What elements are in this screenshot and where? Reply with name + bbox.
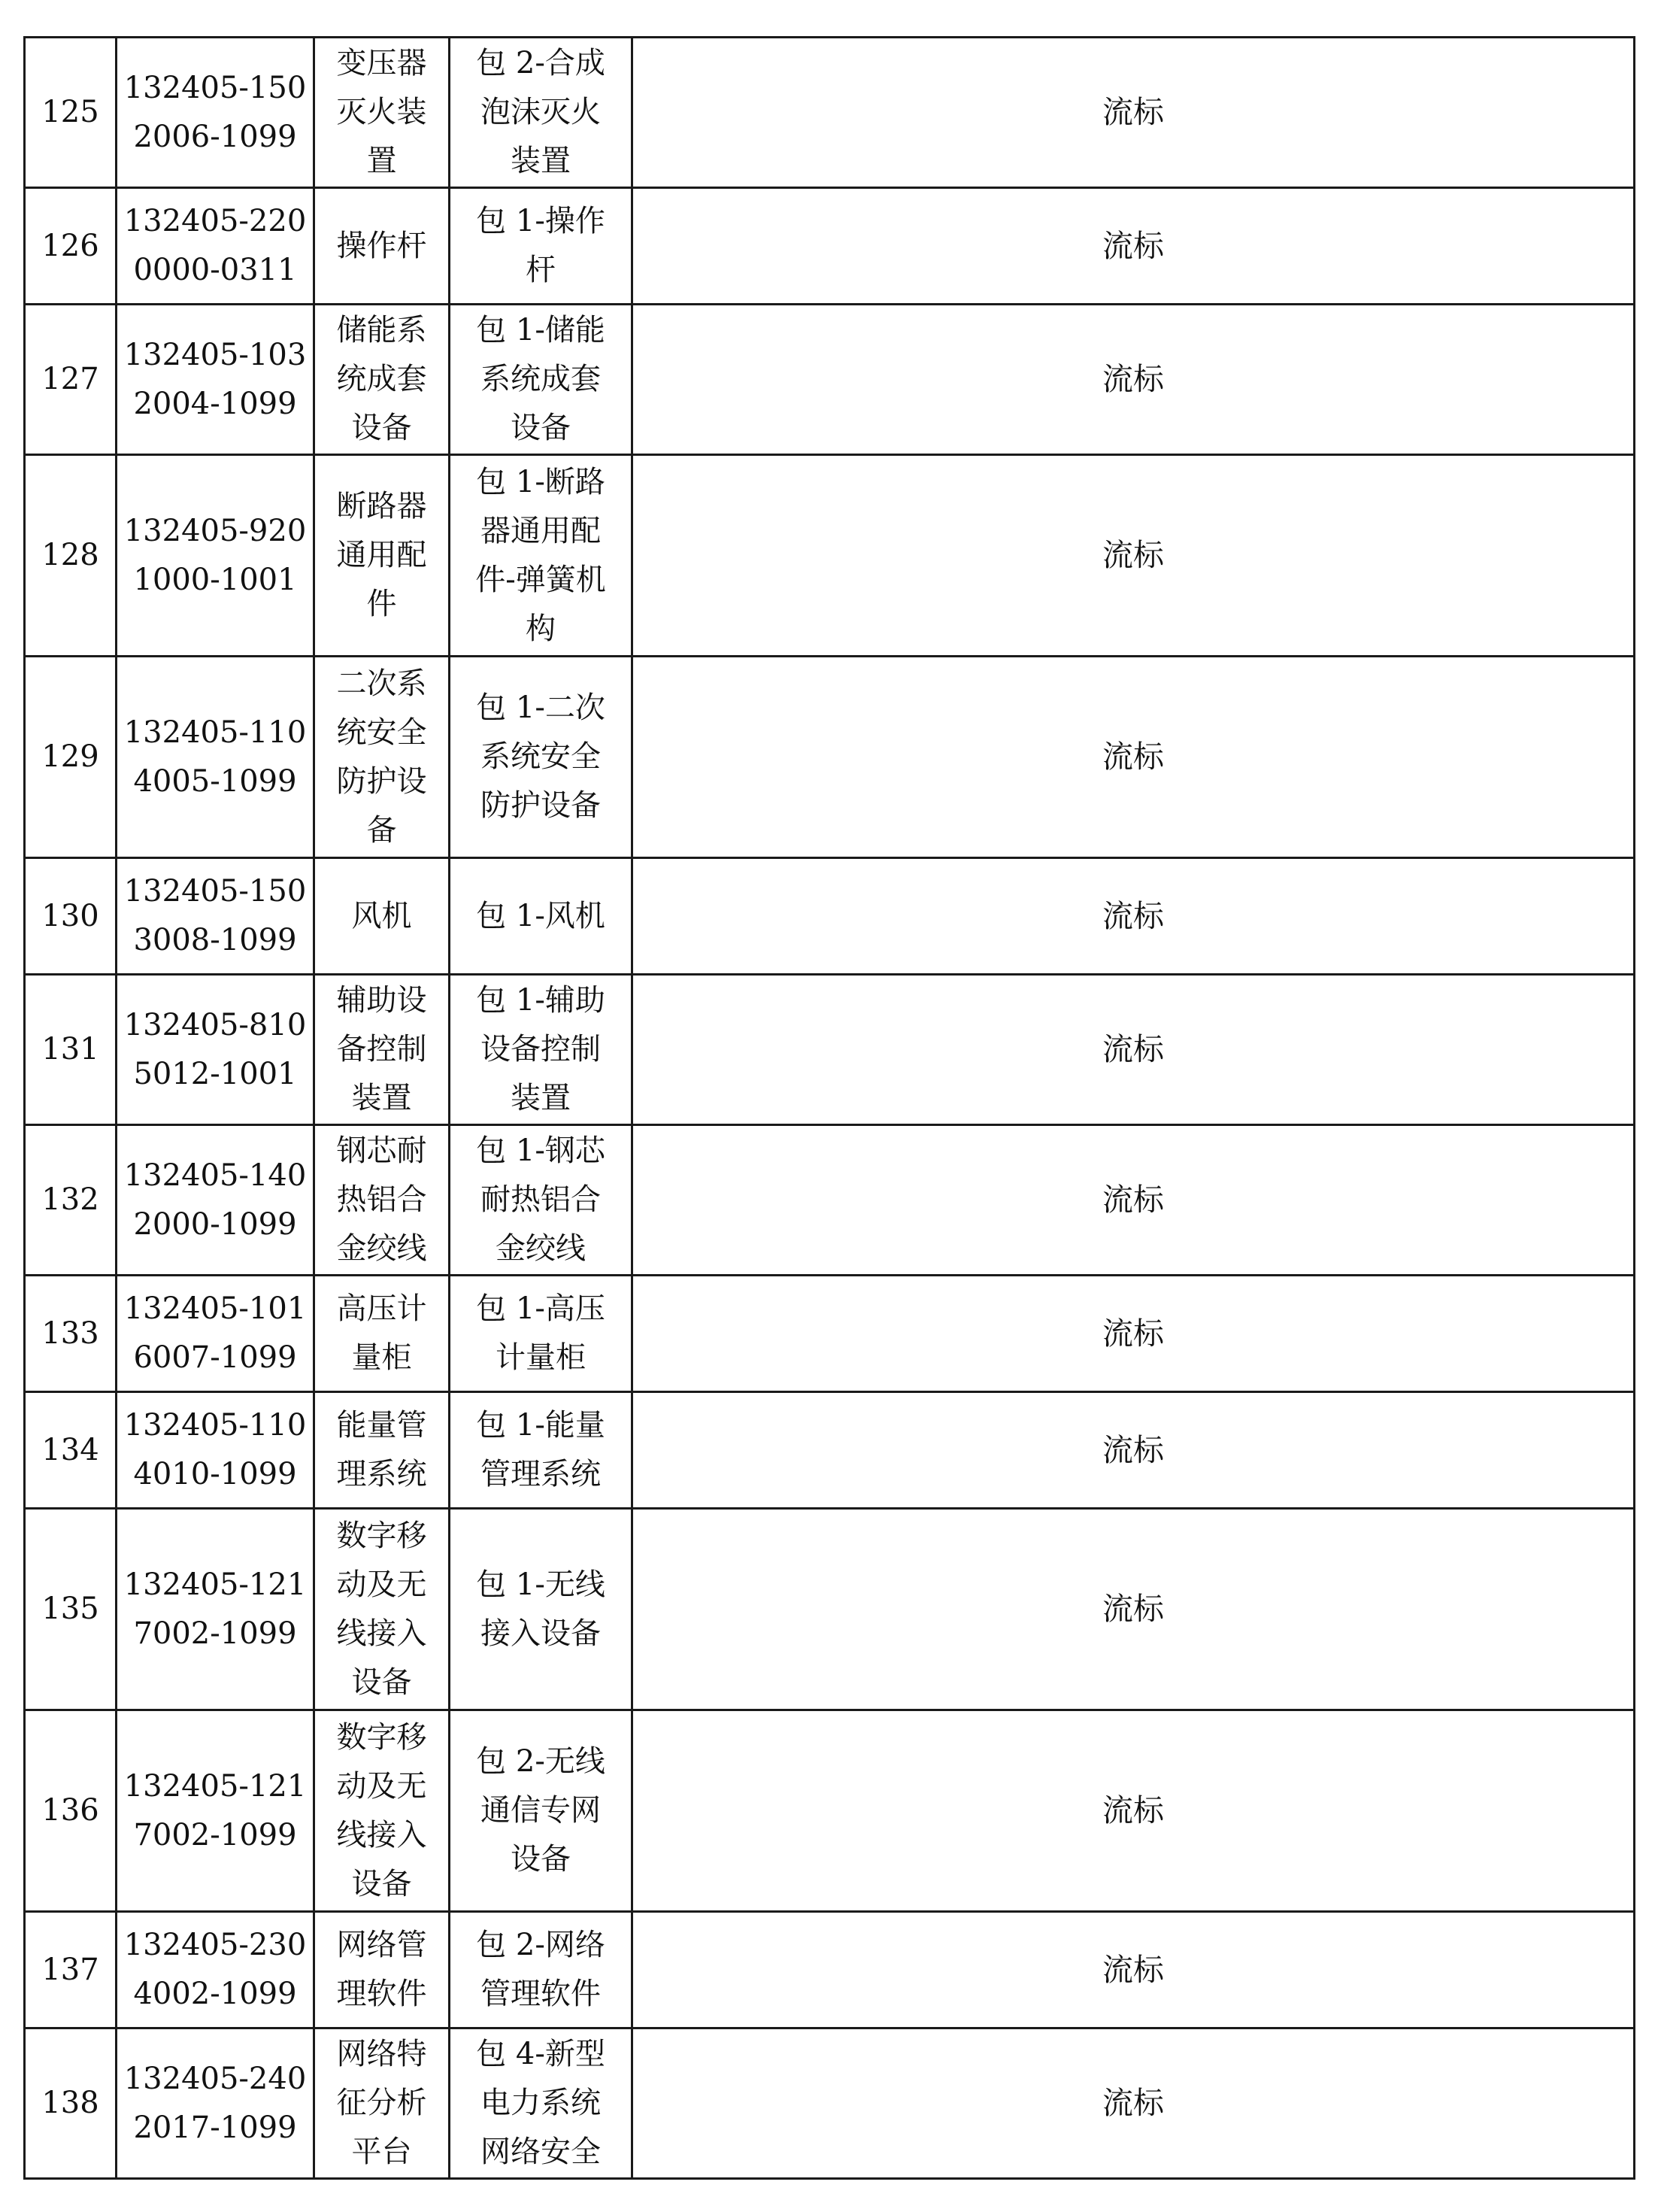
item-name-cell-line: 量柜 [351, 1340, 412, 1375]
bid-result-cell [632, 1509, 1635, 1710]
item-name-cell [314, 975, 450, 1125]
item-code-cell-line: 132405-150 [123, 70, 307, 105]
item-name-cell-line: 线接入 [336, 1616, 427, 1651]
item-code-cell [117, 1125, 314, 1276]
row-number-cell [25, 1509, 117, 1710]
package-name-cell-line: 系统成套 [480, 362, 601, 396]
item-name-cell [314, 657, 450, 858]
row-number-cell [25, 2028, 117, 2179]
row-number-cell-text: 129 [41, 739, 99, 774]
item-code-cell-line: 132405-140 [123, 1158, 307, 1193]
table-row [25, 1912, 1635, 2028]
item-name-cell-line: 二次系 [336, 666, 427, 701]
item-code-cell-line: 132405-220 [123, 204, 307, 238]
package-name-cell-line: 包 2-网络 [476, 1928, 605, 1962]
bid-result-cell-text: 流标 [1102, 897, 1164, 934]
row-number-cell-text: 125 [41, 95, 99, 129]
item-code-cell [117, 858, 314, 975]
bid-result-cell-text: 流标 [1102, 361, 1164, 397]
bid-result-cell-text: 流标 [1102, 1431, 1164, 1468]
item-name-cell-line: 置 [366, 144, 397, 178]
item-code-cell-line: 4005-1099 [133, 763, 297, 799]
package-name-cell-line: 管理系统 [480, 1457, 601, 1491]
package-name-cell-line: 包 1-断路 [476, 464, 605, 499]
row-number-cell [25, 305, 117, 455]
package-name-cell-line: 包 1-风机 [476, 898, 605, 933]
item-name-cell-line: 储能系 [336, 313, 427, 347]
package-name-cell [450, 305, 632, 455]
bid-result-cell [632, 858, 1635, 975]
package-name-cell-line: 包 4-新型 [476, 2037, 605, 2071]
package-name-cell-line: 设备 [511, 411, 571, 445]
item-code-cell-line: 132405-920 [123, 513, 307, 548]
item-code-cell-line: 7002-1099 [133, 1817, 297, 1852]
item-code-cell-line: 132405-150 [123, 874, 307, 909]
item-code-cell-line: 2004-1099 [133, 386, 297, 421]
item-code-cell [117, 1710, 314, 1912]
table-row [25, 188, 1635, 305]
bid-result-cell-text: 流标 [1102, 1792, 1164, 1828]
package-name-cell [450, 1912, 632, 2028]
row-number-cell-text: 137 [41, 1952, 99, 1987]
item-name-cell [314, 455, 450, 657]
row-number-cell [25, 188, 117, 305]
item-name-cell-line: 设备 [351, 1866, 412, 1901]
bid-result-cell [632, 657, 1635, 858]
package-name-cell-line: 装置 [511, 1081, 571, 1115]
item-name-cell-line: 辅助设 [336, 983, 427, 1018]
package-name-cell-line: 泡沫灭火 [480, 95, 601, 129]
package-name-cell-line: 件-弹簧机 [475, 562, 606, 597]
bid-result-cell [632, 2028, 1635, 2179]
package-name-cell-line: 包 1-能量 [476, 1408, 605, 1443]
item-code-cell-line: 4002-1099 [133, 1977, 297, 2011]
table-body [25, 38, 1635, 2179]
bid-result-cell [632, 1392, 1635, 1509]
item-name-cell-line: 金绞线 [336, 1231, 427, 1266]
item-name-cell-line: 理系统 [336, 1457, 427, 1491]
package-name-cell [450, 1710, 632, 1912]
item-name-cell-line: 平台 [351, 2135, 412, 2169]
item-name-cell-line: 数字移 [336, 1719, 427, 1755]
item-name-cell-line: 装置 [351, 1081, 412, 1115]
package-name-cell-line: 管理软件 [480, 1977, 601, 2011]
item-name-cell [314, 38, 450, 188]
row-number-cell [25, 1276, 117, 1392]
table-row [25, 1710, 1635, 1912]
item-name-cell-line: 断路器 [336, 489, 427, 523]
row-number-cell-text: 133 [41, 1315, 99, 1351]
bid-result-cell [632, 975, 1635, 1125]
item-name-cell-line: 理软件 [336, 1977, 427, 2011]
bid-result-cell-text: 流标 [1102, 1951, 1164, 1988]
package-name-cell-line: 通信专网 [480, 1793, 601, 1828]
table-row [25, 305, 1635, 455]
package-name-cell [450, 38, 632, 188]
item-name-cell [314, 1125, 450, 1276]
table-row [25, 657, 1635, 858]
item-code-cell [117, 38, 314, 188]
bid-result-cell [632, 38, 1635, 188]
item-code-cell-line: 0000-0311 [133, 253, 297, 287]
package-name-cell-line: 电力系统 [480, 2086, 601, 2120]
row-number-cell [25, 1125, 117, 1276]
bid-result-cell-text: 流标 [1102, 537, 1164, 573]
item-name-cell-line: 网络管 [336, 1928, 427, 1962]
package-name-cell-line: 包 1-高压 [476, 1291, 605, 1326]
item-code-cell-line: 132405-240 [123, 2061, 307, 2096]
bid-result-cell-text: 流标 [1102, 227, 1164, 264]
row-number-cell-text: 131 [41, 1032, 99, 1067]
item-code-cell [117, 1392, 314, 1509]
package-name-cell-line: 构 [526, 611, 556, 646]
item-code-cell-line: 132405-121 [123, 1768, 307, 1804]
package-name-cell-line: 包 1-辅助 [476, 983, 605, 1018]
package-name-cell-line: 耐热铝合 [480, 1182, 601, 1217]
bid-result-cell [632, 188, 1635, 305]
bid-result-cell [632, 305, 1635, 455]
bid-result-table [23, 36, 1635, 2180]
item-code-cell-line: 4010-1099 [133, 1457, 297, 1491]
package-name-cell-line: 包 1-无线 [476, 1567, 605, 1602]
table-row [25, 1276, 1635, 1392]
item-name-cell-line: 备控制 [336, 1032, 427, 1067]
item-code-cell-line: 132405-121 [123, 1567, 307, 1602]
row-number-cell-text: 127 [41, 362, 99, 396]
row-number-cell [25, 858, 117, 975]
package-name-cell-line: 包 1-钢芯 [476, 1133, 605, 1168]
row-number-cell [25, 455, 117, 657]
item-name-cell [314, 188, 450, 305]
item-name-cell-line: 变压器 [336, 46, 427, 80]
row-number-cell [25, 1392, 117, 1509]
row-number-cell [25, 657, 117, 858]
table-row [25, 1392, 1635, 1509]
item-code-cell-line: 7002-1099 [133, 1616, 297, 1651]
item-code-cell [117, 657, 314, 858]
package-name-cell [450, 188, 632, 305]
package-name-cell-line: 计量柜 [496, 1340, 586, 1375]
bid-result-cell-text: 流标 [1102, 94, 1164, 130]
bid-result-table-container [23, 36, 1633, 2180]
package-name-cell [450, 1509, 632, 1710]
package-name-cell-line: 包 2-无线 [476, 1744, 605, 1779]
item-code-cell-line: 5012-1001 [133, 1056, 297, 1091]
item-name-cell-line: 防护设 [336, 763, 427, 799]
item-name-cell [314, 1276, 450, 1392]
item-code-cell-line: 2017-1099 [133, 2110, 297, 2145]
row-number-cell-text: 136 [41, 1793, 99, 1828]
package-name-cell-line: 接入设备 [480, 1616, 601, 1651]
item-name-cell-line: 线接入 [336, 1817, 427, 1852]
item-code-cell [117, 455, 314, 657]
item-name-cell-line: 能量管 [336, 1408, 427, 1443]
item-name-cell-line: 通用配 [336, 538, 427, 572]
item-name-cell [314, 1710, 450, 1912]
row-number-cell-text: 135 [41, 1591, 99, 1626]
bid-result-cell [632, 1912, 1635, 2028]
package-name-cell-line: 系统安全 [480, 739, 601, 774]
item-name-cell-line: 备 [366, 812, 397, 848]
item-code-cell-line: 132405-110 [123, 715, 307, 750]
bid-result-cell [632, 1710, 1635, 1912]
table-row [25, 975, 1635, 1125]
item-name-cell-line: 操作杆 [336, 228, 427, 263]
package-name-cell-line: 杆 [526, 253, 556, 287]
item-name-cell [314, 858, 450, 975]
item-name-cell-line: 动及无 [336, 1567, 427, 1602]
package-name-cell-line: 包 1-二次 [476, 690, 605, 725]
package-name-cell-line: 设备控制 [480, 1032, 601, 1067]
table-row [25, 858, 1635, 975]
item-name-cell-line: 件 [366, 587, 397, 621]
item-name-cell [314, 2028, 450, 2179]
package-name-cell [450, 1392, 632, 1509]
bid-result-cell-text: 流标 [1102, 2085, 1164, 2121]
item-name-cell-line: 统安全 [336, 715, 427, 750]
bid-result-cell-text: 流标 [1102, 1182, 1164, 1218]
item-name-cell-line: 网络特 [336, 2037, 427, 2071]
row-number-cell [25, 1710, 117, 1912]
item-code-cell [117, 188, 314, 305]
item-code-cell-line: 2000-1099 [133, 1206, 297, 1242]
item-code-cell [117, 1509, 314, 1710]
bid-result-cell-text: 流标 [1102, 739, 1164, 775]
item-name-cell-line: 征分析 [336, 2086, 427, 2120]
row-number-cell-text: 138 [41, 2086, 99, 2120]
package-name-cell [450, 975, 632, 1125]
item-name-cell-line: 风机 [351, 898, 412, 933]
item-code-cell-line: 2006-1099 [133, 119, 297, 154]
item-code-cell-line: 132405-103 [123, 337, 307, 372]
package-name-cell [450, 1125, 632, 1276]
package-name-cell-line: 网络安全 [480, 2135, 601, 2169]
bid-result-cell-text: 流标 [1102, 1591, 1164, 1627]
package-name-cell-line: 包 1-储能 [476, 313, 605, 347]
item-code-cell [117, 1276, 314, 1392]
item-name-cell [314, 1392, 450, 1509]
item-code-cell [117, 305, 314, 455]
item-code-cell-line: 6007-1099 [133, 1340, 297, 1375]
row-number-cell [25, 1912, 117, 2028]
item-code-cell-line: 132405-110 [123, 1408, 307, 1443]
item-code-cell-line: 132405-230 [123, 1928, 307, 1962]
package-name-cell [450, 2028, 632, 2179]
item-code-cell-line: 132405-101 [123, 1291, 307, 1326]
row-number-cell-text: 130 [41, 898, 99, 933]
bid-result-cell-text: 流标 [1102, 1031, 1164, 1067]
package-name-cell-line: 防护设备 [480, 788, 601, 823]
item-name-cell-line: 动及无 [336, 1768, 427, 1804]
bid-result-cell [632, 455, 1635, 657]
package-name-cell [450, 455, 632, 657]
package-name-cell [450, 657, 632, 858]
item-code-cell [117, 975, 314, 1125]
bid-result-cell [632, 1125, 1635, 1276]
bid-result-cell-text: 流标 [1102, 1315, 1164, 1352]
table-row [25, 38, 1635, 188]
item-name-cell [314, 1509, 450, 1710]
item-name-cell-line: 高压计 [336, 1291, 427, 1326]
item-code-cell [117, 2028, 314, 2179]
item-code-cell-line: 3008-1099 [133, 923, 297, 957]
package-name-cell-line: 器通用配 [480, 513, 601, 548]
table-row [25, 455, 1635, 657]
item-code-cell [117, 1912, 314, 2028]
row-number-cell-text: 134 [41, 1432, 99, 1467]
row-number-cell [25, 975, 117, 1125]
bid-result-cell [632, 1276, 1635, 1392]
item-name-cell-line: 热铝合 [336, 1182, 427, 1217]
row-number-cell-text: 128 [41, 538, 99, 572]
package-name-cell-line: 金绞线 [496, 1231, 586, 1266]
item-name-cell-line: 数字移 [336, 1518, 427, 1553]
item-code-cell-line: 132405-810 [123, 1007, 307, 1042]
package-name-cell-line: 设备 [511, 1842, 571, 1877]
item-name-cell-line: 设备 [351, 411, 412, 445]
row-number-cell [25, 38, 117, 188]
row-number-cell-text: 126 [41, 228, 99, 263]
table-row [25, 1125, 1635, 1276]
item-name-cell [314, 305, 450, 455]
item-name-cell-line: 统成套 [336, 362, 427, 396]
package-name-cell-line: 装置 [511, 144, 571, 178]
package-name-cell-line: 包 1-操作 [476, 204, 605, 238]
table-row [25, 1509, 1635, 1710]
item-name-cell-line: 钢芯耐 [336, 1133, 427, 1168]
item-name-cell [314, 1912, 450, 2028]
item-code-cell-line: 1000-1001 [133, 562, 297, 597]
item-name-cell-line: 灭火装 [336, 95, 427, 129]
table-row [25, 2028, 1635, 2179]
row-number-cell-text: 132 [41, 1182, 99, 1217]
package-name-cell [450, 858, 632, 975]
package-name-cell-line: 包 2-合成 [476, 46, 605, 80]
package-name-cell [450, 1276, 632, 1392]
item-name-cell-line: 设备 [351, 1664, 412, 1700]
